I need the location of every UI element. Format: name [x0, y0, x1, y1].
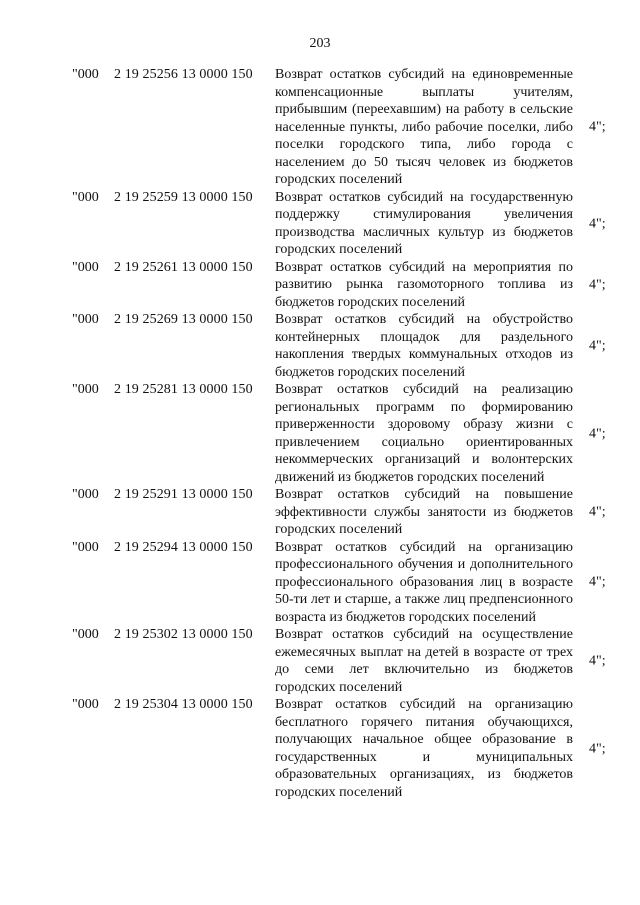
table-row: [0, 626, 640, 696]
page-number: 203: [309, 36, 331, 51]
row-suffix: 4";: [589, 653, 606, 669]
budget-code-table: [0, 66, 640, 801]
row-description: Возврат остатков субсидий на осуществление ежемесячных выплат на детей в возрасте от трех до семи лет включительно из бюджетов городских поселений: [275, 627, 573, 695]
budget-code: 2 19 25302 13 0000 150: [114, 627, 253, 642]
budget-code: 2 19 25261 13 0000 150: [114, 259, 253, 275]
row-description: Возврат остатков субсидий на организацию бесплатного горячего питания обучающихся, получающих начальное общее образование в государственных и муниципальных образовательных организациях, из бюджетов городских поселений: [275, 697, 573, 800]
budget-code: 2 19 25259 13 0000 150: [114, 189, 253, 205]
budget-code: 2 19 25269 13 0000 150: [114, 312, 253, 327]
budget-code: 2 19 25256 13 0000 150: [114, 67, 253, 82]
row-prefix: "000: [72, 189, 99, 205]
row-description: Возврат остатков субсидий на обустройство контейнерных площадок для раздельного накопления твердых коммунальных отходов из бюджетов городских поселений: [275, 312, 573, 380]
row-suffix: 4";: [589, 740, 606, 756]
row-description: Возврат остатков субсидий на организацию профессионального обучения и дополнительного профессионального образования лиц в возрасте 50-ти лет и старше, а также лиц предпенсионного возраста из бюджетов городских поселений: [275, 539, 573, 625]
row-description: Возврат остатков субсидий на повышение эффективности службы занятости из бюджетов городских поселений: [275, 487, 573, 537]
row-prefix: "000: [72, 259, 99, 275]
table-row: [0, 381, 640, 486]
row-suffix: 4";: [589, 119, 606, 135]
row-prefix: "000: [72, 382, 99, 397]
budget-code: 2 19 25291 13 0000 150: [114, 487, 253, 502]
row-suffix: 4";: [589, 338, 606, 354]
row-description: Возврат остатков субсидий на государственную поддержку стимулирования увеличения производства масличных культур из бюджетов городских поселений: [275, 189, 573, 257]
row-suffix: 4";: [589, 574, 606, 590]
row-description: Возврат остатков субсидий на единовременные компенсационные выплаты учителям, прибывшим (переехавшим) на работу в сельские населенные пункты, либо рабочие поселки, либо поселки городского типа, либо города с населением до 50 тысяч человек из бюджетов городских поселений: [275, 67, 573, 187]
budget-code: 2 19 25304 13 0000 150: [114, 697, 253, 712]
row-suffix: 4";: [589, 425, 606, 441]
row-prefix: "000: [72, 697, 99, 712]
row-description: Возврат остатков субсидий на мероприятия по развитию рынка газомоторного топлива из бюджетов городских поселений: [275, 259, 573, 310]
table-row: [0, 539, 640, 627]
table-row: [0, 66, 640, 189]
row-suffix: 4";: [589, 215, 606, 231]
table-row: [0, 311, 640, 381]
row-prefix: "000: [72, 627, 99, 642]
budget-code: 2 19 25281 13 0000 150: [114, 382, 253, 397]
row-prefix: "000: [72, 312, 99, 327]
row-suffix: 4";: [589, 277, 606, 292]
budget-code: 2 19 25294 13 0000 150: [114, 539, 253, 555]
row-prefix: "000: [72, 539, 99, 555]
table-row: [0, 486, 640, 539]
table-row: [0, 696, 640, 801]
row-description: Возврат остатков субсидий на реализацию региональных программ по формированию приверженности здоровому образу жизни с привлечением социально ориентированных некоммерческих организаций и волонтерских движений из бюджетов городских поселений: [275, 382, 573, 485]
row-prefix: "000: [72, 487, 99, 502]
row-suffix: 4";: [589, 504, 606, 520]
row-prefix: "000: [72, 67, 99, 82]
table-row: [0, 189, 640, 259]
table-row: [0, 259, 640, 312]
